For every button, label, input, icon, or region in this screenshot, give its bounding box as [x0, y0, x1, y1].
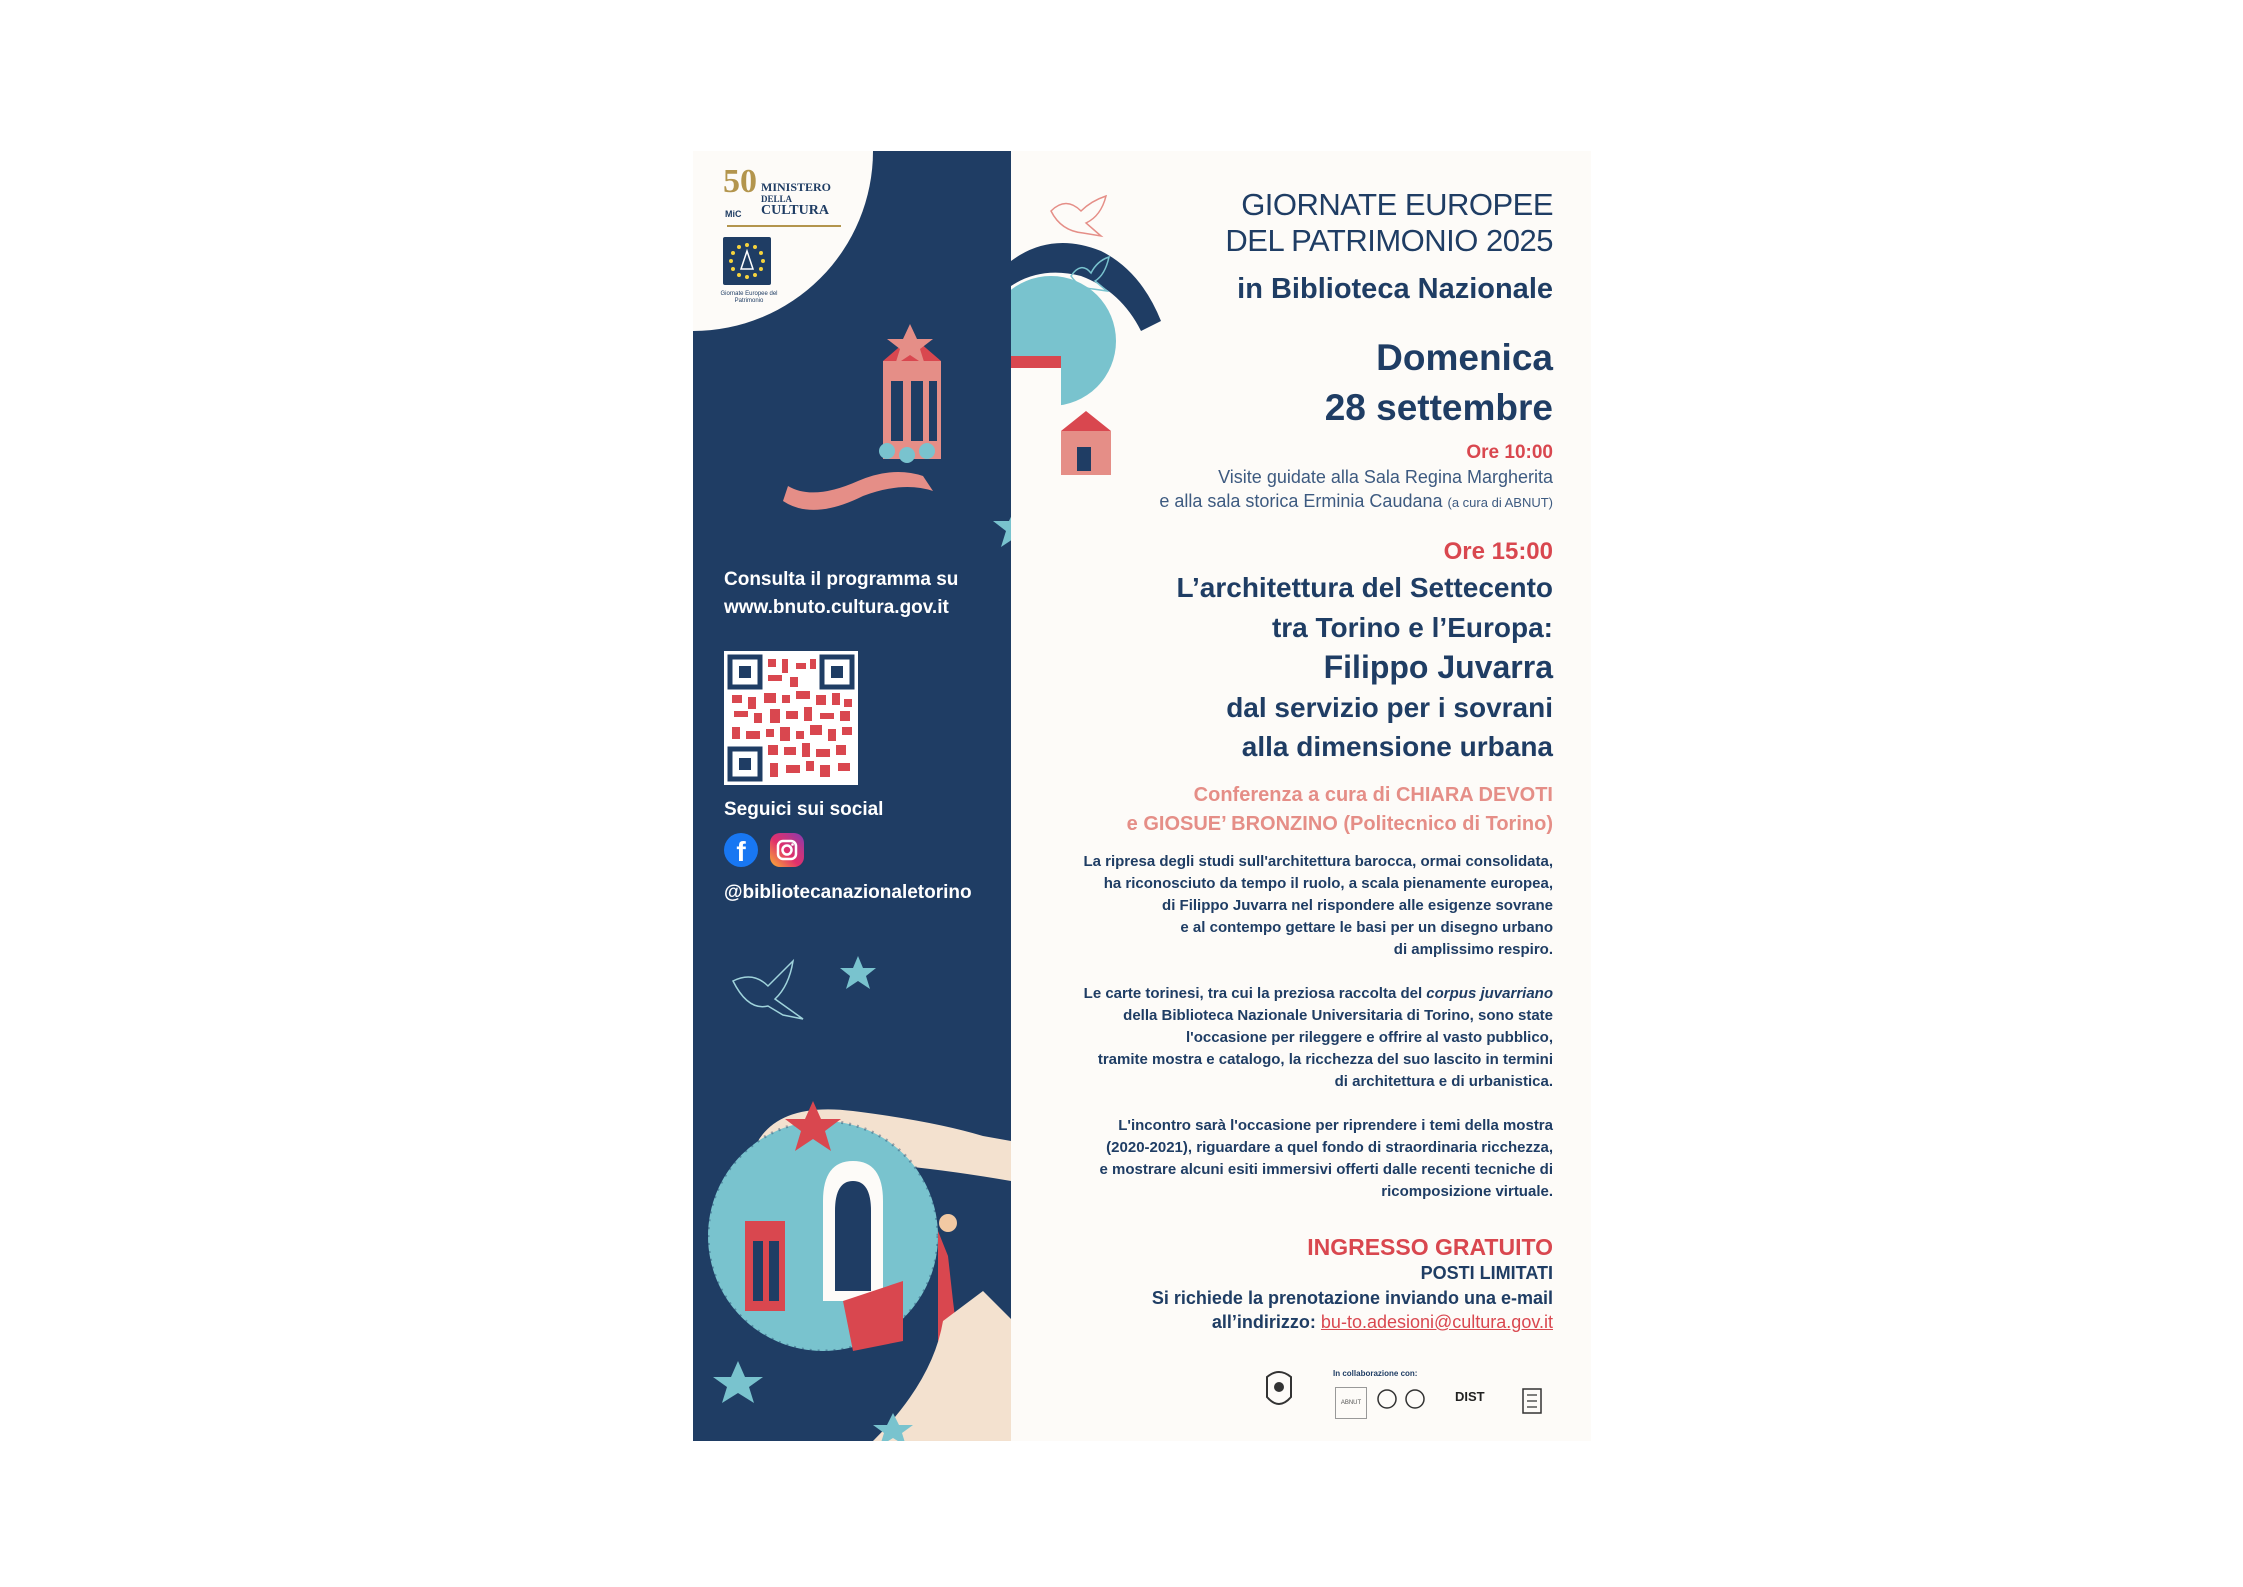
p1-line: di amplissimo respiro. — [1393, 941, 1553, 958]
event2-title-line5: alla dimensione urbana — [1241, 731, 1553, 762]
p2-line: della Biblioteca Nazionale Universitaria di Torino, sono state — [1123, 1007, 1553, 1024]
curators-line2: e GIOSUE’ BRONZINO (Politecnico di Torino) — [1126, 813, 1553, 835]
dove-icon — [733, 961, 803, 1019]
qr-code[interactable] — [724, 651, 858, 785]
qr-code-icon — [724, 651, 858, 785]
p2-line: l'occasione per rileggere e offrire al vasto pubblico, — [1185, 1029, 1553, 1046]
mic-line-2: DELLA — [761, 194, 793, 204]
programme-line: Consulta il programma su — [724, 569, 959, 590]
paragraph-3 — [993, 1115, 1553, 1203]
p1-line: ha riconosciuto da tempo il ruolo, a scala pienamente europea, — [1103, 875, 1553, 892]
mic-line-1: MINISTERO — [761, 180, 832, 194]
partner-seals-icon — [1375, 1387, 1435, 1417]
collab-label: In collaborazione con: — [1333, 1369, 1418, 1378]
p3-line: e mostrare alcuni esiti immersivi offerti dalle recenti tecniche di — [1099, 1161, 1553, 1178]
abnut-logo: ABNUT — [1335, 1387, 1367, 1419]
p2-line: tramite mostra e catalogo, la ricchezza del suo lascito in termini — [1097, 1051, 1553, 1068]
event1-time: Ore 10:00 — [1466, 442, 1553, 463]
limited-seats: POSTI LIMITATI — [1420, 1263, 1553, 1283]
title-line-2: DEL PATRIMONIO 2025 — [1225, 223, 1553, 258]
instagram-glyph — [770, 833, 804, 867]
programme-url[interactable]: www.bnuto.cultura.gov.it — [724, 597, 949, 618]
booking-line2 — [1212, 1310, 1553, 1334]
top-illustration — [693, 151, 1011, 551]
dist-logo: DIST — [1455, 1389, 1485, 1404]
date-weekday: Domenica — [1376, 337, 1553, 378]
eu-caption: Giornate Europee del Patrimonio — [720, 291, 778, 304]
event1-line2-row — [1159, 489, 1553, 515]
event2-title-line4: dal servizio per i sovrani — [1226, 692, 1553, 723]
event2-title-line2: tra Torino e l’Europa: — [1271, 612, 1553, 643]
paragraph-1 — [993, 851, 1553, 961]
p3-line: ricomposizione virtuale. — [1381, 1183, 1553, 1200]
p3-line: (2020-2021), riguardare a quel fondo di straordinaria ricchezza, — [1106, 1139, 1553, 1156]
mic-anniversary-number: 50 — [723, 163, 757, 200]
corpus-juvarriano: corpus juvarriano — [1426, 985, 1553, 1002]
booking-prefix: all’indirizzo: — [1211, 1312, 1316, 1332]
bnu-crest-icon — [1259, 1367, 1299, 1413]
email-link[interactable]: bu-to.adesioni@cultura.gov.it — [1320, 1312, 1553, 1332]
partner-emblem-icon — [1519, 1387, 1545, 1417]
instagram-icon[interactable] — [770, 833, 804, 867]
event1-line1: Visite guidate alla Sala Regina Margherita — [1218, 467, 1553, 487]
free-entry: INGRESSO GRATUITO — [1307, 1234, 1553, 1260]
center-illustration — [1011, 191, 1231, 491]
social-heading: Seguici sui social — [724, 799, 884, 820]
curators-line1: Conferenza a cura di CHIARA DEVOTI — [1193, 784, 1553, 806]
social-handle[interactable]: @bibliotecanazionaletorino — [724, 882, 972, 903]
p2-line: di architettura e di urbanistica. — [1334, 1073, 1553, 1090]
left-column — [693, 151, 1011, 1441]
event-poster — [693, 151, 1591, 1441]
p2-line-1: Le carte torinesi, tra cui la preziosa raccolta del corpus juvarriano — [1083, 985, 1553, 1002]
event2-title-line3: Filippo Juvarra — [1323, 649, 1553, 685]
event2-title-line1: L’architettura del Settecento — [1176, 572, 1553, 603]
date-day: 28 settembre — [1324, 387, 1553, 428]
title-line-1: GIORNATE EUROPEE — [1241, 187, 1553, 222]
event2-time: Ore 15:00 — [1443, 538, 1553, 565]
event1-note: (a cura di ABNUT) — [1447, 495, 1553, 510]
star-icon — [840, 956, 876, 989]
p3-line: L'incontro sarà l'occasione per riprendere i temi della mostra — [1118, 1117, 1553, 1134]
p1-line: e al contempo gettare le basi per un disegno urbano — [1180, 919, 1553, 936]
event1-line2: e alla sala storica Erminia Caudana — [1159, 491, 1443, 511]
booking-line1: Si richiede la prenotazione inviando una e-mail — [1151, 1288, 1553, 1308]
mic-line-3: CULTURA — [761, 203, 829, 218]
p1-line: di Filippo Juvarra nel rispondere alle esigenze sovrane — [1162, 897, 1553, 914]
facebook-icon[interactable]: f — [724, 833, 758, 867]
p1-line: La ripresa degli studi sull'architettura barocca, ormai consolidata, — [1083, 853, 1553, 870]
paragraph-2 — [993, 983, 1553, 1093]
mic-small: MiC — [725, 209, 742, 219]
venue: in Biblioteca Nazionale — [1237, 273, 1553, 305]
bottom-illustration — [693, 1041, 1011, 1441]
